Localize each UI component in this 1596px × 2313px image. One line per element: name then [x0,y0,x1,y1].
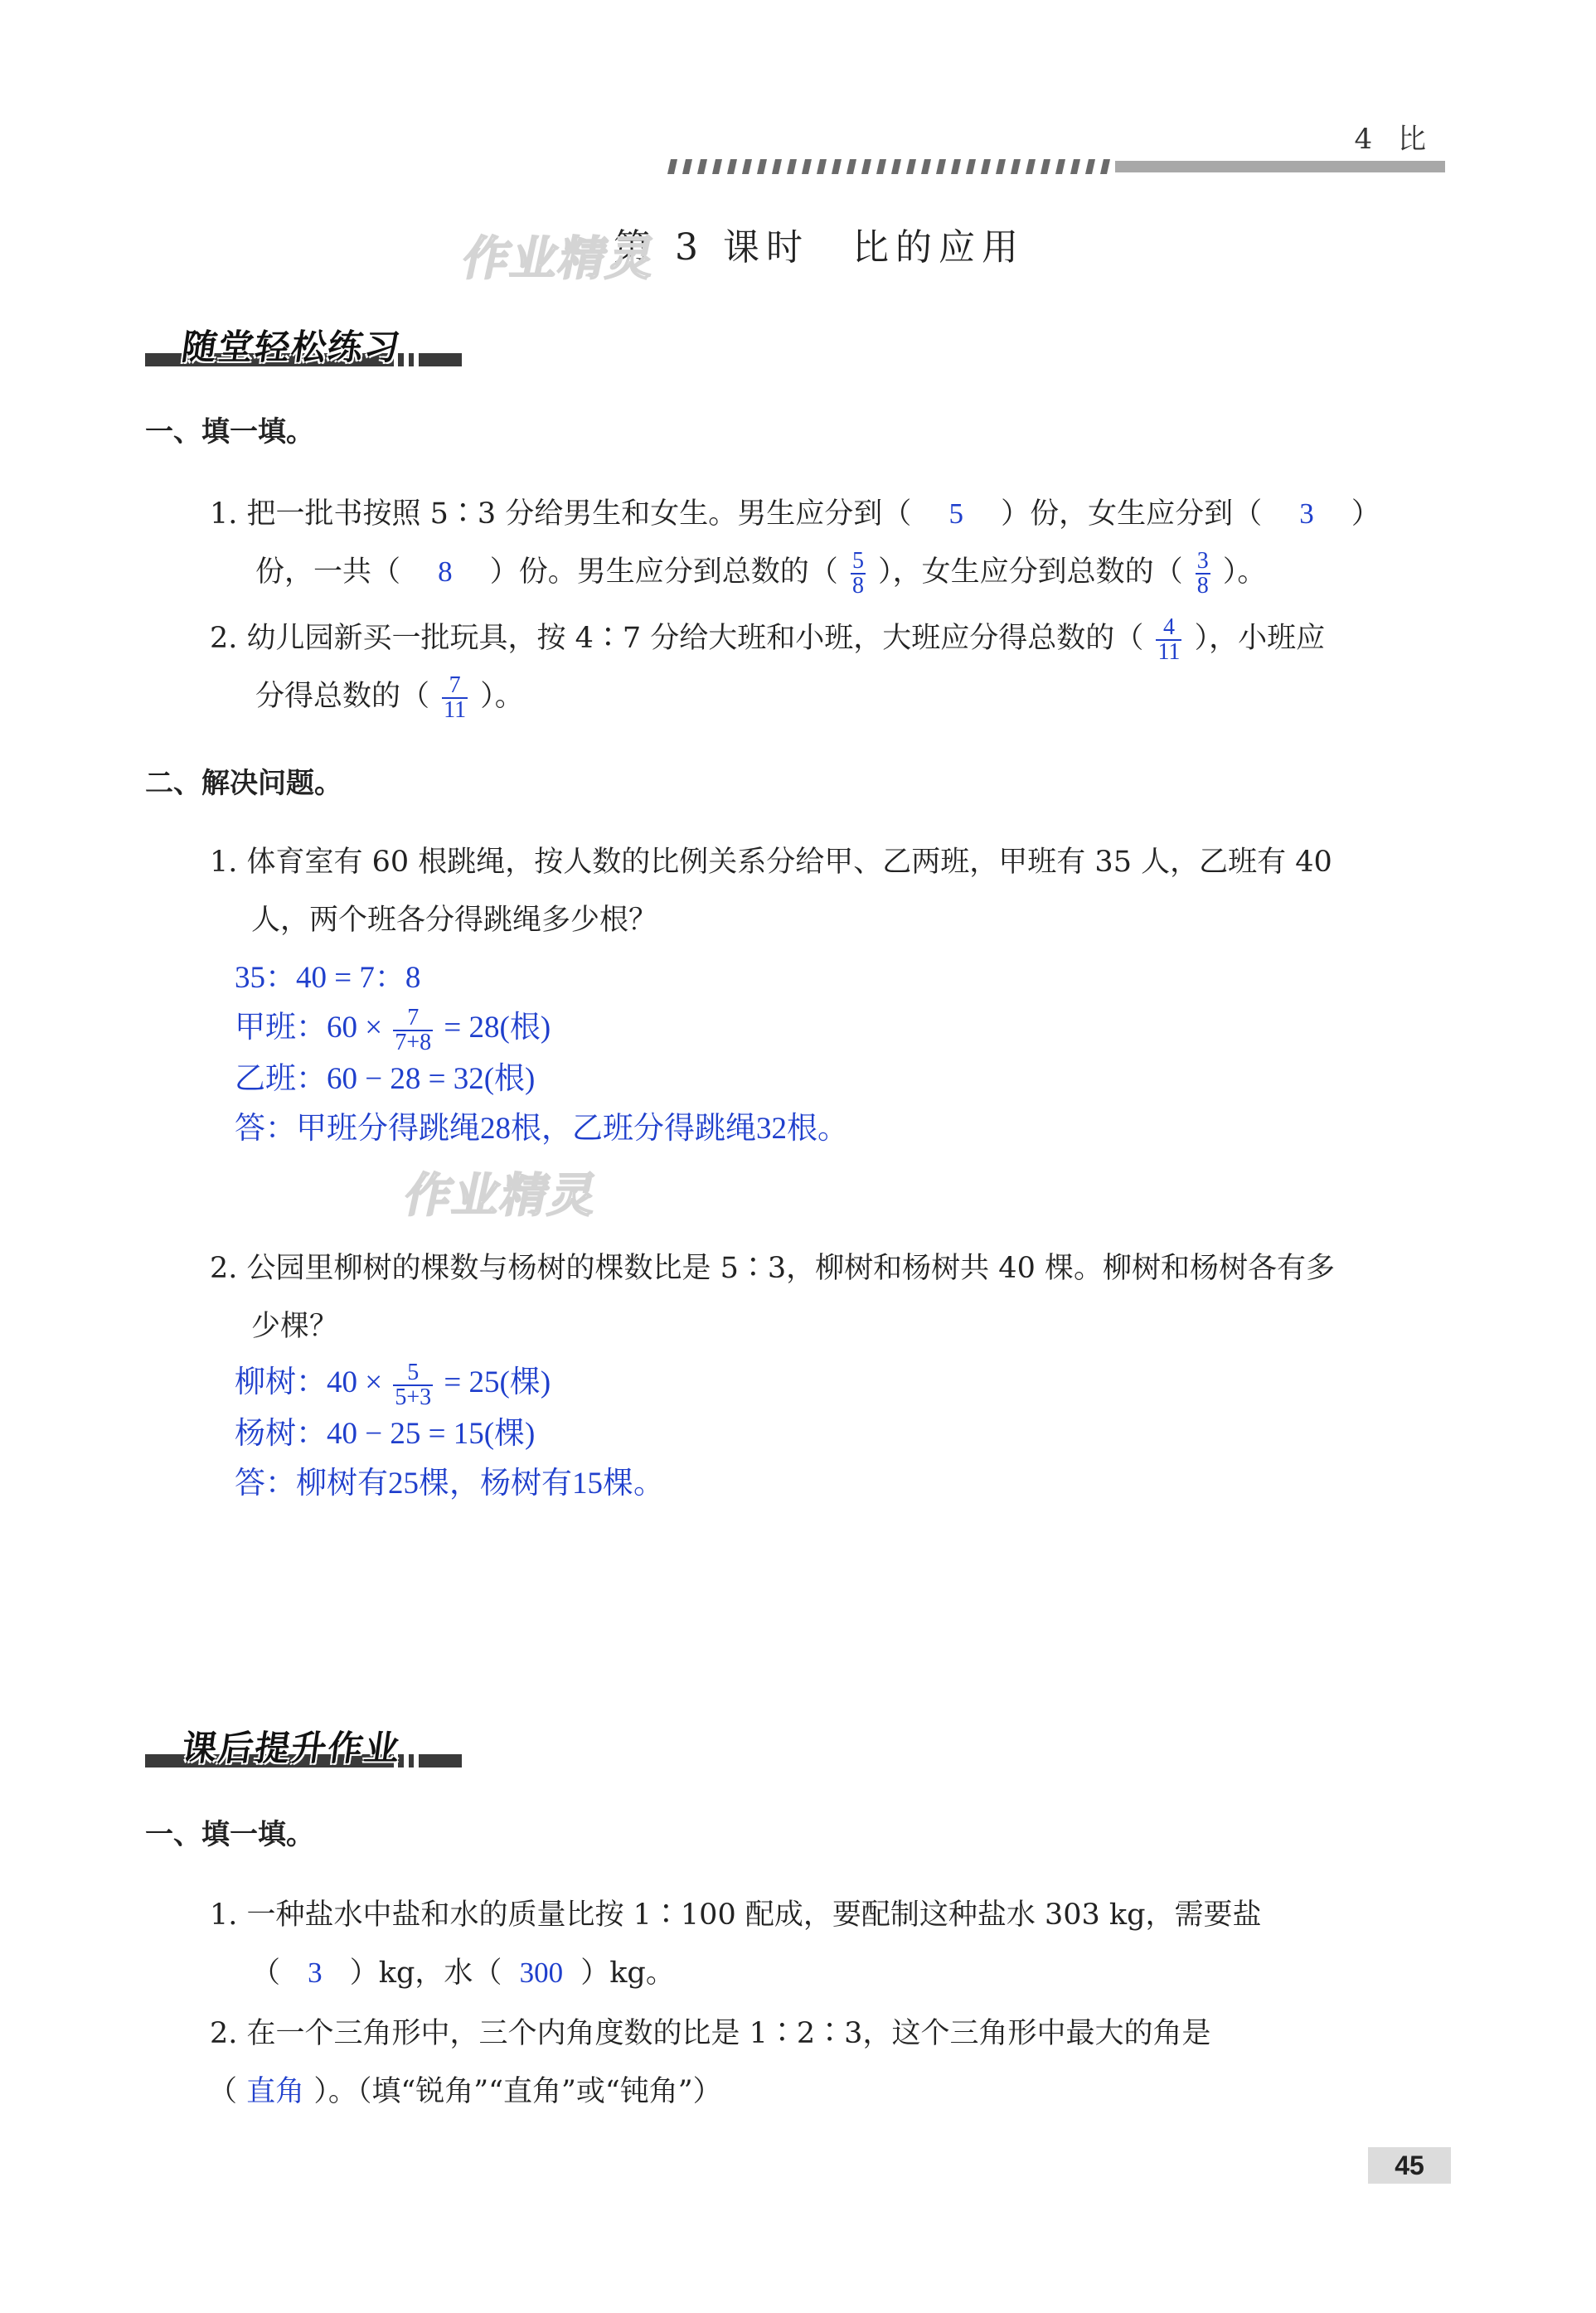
answer-fraction [1196,547,1210,599]
banner-text: 随堂轻松练习 [179,327,405,367]
solution-line: 杨树：40 − 25 = 15(棵) [235,1416,536,1451]
solution-text: 甲班：60 × [235,1011,383,1045]
question-1-2 [210,609,1453,725]
fraction-denominator: 11 [444,696,467,723]
question-2-2 [210,1239,1453,1355]
part-title-solve: 二、解决问题。 [145,767,342,800]
fraction-denominator: 8 [1196,572,1209,599]
solution-line [235,1358,664,1409]
watermark: 作业精灵 [400,1169,604,1223]
question-text: 1. 体育室有 60 根跳绳，按人数的比例关系分给甲、乙两班，甲班有 35 人，乙班有 40 [210,846,1332,879]
question-text: ）份。男生应分到总数的（ [489,555,838,589]
question-text: ），小班应 [1194,622,1326,655]
fraction-denominator: 11 [1157,638,1181,665]
fraction-numerator: 5 [851,547,864,574]
question-text: ），女生应分到总数的（ [878,555,1183,589]
question-text: ）kg。 [580,1957,675,1990]
question-text: ）。 [480,680,524,713]
header-stripe-bar [667,159,1445,174]
question-text: 1. 把一批书按照 5∶3 分给男生和女生。男生应分到（ [210,497,912,531]
fraction-numerator: 7 [449,672,461,698]
question-text: 分得总数的（ [255,680,430,713]
answer-blank: 直角 [246,2075,305,2107]
question-text: 份，一共（ [255,555,401,589]
solution-line: 35：40 = 7：8 [235,961,421,995]
fraction-numerator: 5 [407,1359,420,1385]
question-text: 2. 公园里柳树的棵数与杨树的棵数比是 5∶3，柳树和杨树共 40 棵。柳树和杨树各有多 [210,1252,1335,1285]
solution-text: = 25(棵) [444,1365,551,1399]
watermark: 作业精灵 [458,232,662,286]
answer-fraction [442,674,468,722]
solution-fraction [393,1361,433,1409]
question-line [208,2063,1453,2121]
solution-2-1 [235,953,848,1154]
question-text: ）。 [1222,555,1267,589]
question-text: 2. 在一个三角形中，三个内角度数的比是 1∶2∶3，这个三角形中最大的角是 [210,2017,1211,2050]
part-title-fill: 一、填一填。 [145,415,314,449]
fraction-numerator: 4 [1162,613,1175,640]
lesson-title: 第 3 课时 比的应用 [614,226,1025,269]
question-line [210,1944,1453,2002]
banner-text: 课后提升作业 [179,1728,405,1768]
question-3-1 [210,1886,1453,2002]
question-text: ）份，女生应分到（ [1001,497,1263,531]
question-text: 少棵？ [251,1310,339,1343]
question-text: 1. 一种盐水中盐和水的质量比按 1∶100 配成，要配制这种盐水 303 kg，需要盐 [210,1898,1262,1932]
solution-answer: 答：柳树有25棵，杨树有15棵。 [235,1466,664,1501]
question-text: 2. 幼儿园新买一批玩具，按 4∶7 分给大班和小班，大班应分得总数的（ [210,622,1144,655]
answer-fraction [1156,613,1181,665]
section-banner-homework [145,1723,477,1772]
chapter-label: 4 比 [1354,123,1434,156]
answer-blank: 5 [948,497,963,530]
fraction-denominator: 8 [851,572,864,599]
question-line [210,543,1453,601]
answer-blank: 8 [438,555,453,588]
fraction-numerator: 3 [1196,547,1209,574]
solution-answer: 答：甲班分得跳绳28根，乙班分得跳绳32根。 [235,1111,848,1146]
answer-blank: 300 [519,1957,564,1989]
question-text: ）。（填“锐角”“直角”或“钝角”） [313,2075,722,2108]
fraction-denominator: 5+3 [395,1384,432,1410]
answer-blank: 3 [1299,497,1314,530]
answer-fraction [851,547,866,599]
question-3-2 [210,2005,1453,2121]
question-text: ） [1351,497,1380,531]
solution-line [235,1003,848,1055]
question-text: （ [251,1957,281,1990]
question-text: （ [208,2075,238,2108]
question-2-1 [210,833,1453,949]
question-1-1 [210,485,1453,601]
solution-text: 柳树：40 × [235,1365,383,1399]
question-text: ）kg，水（ [349,1957,502,1990]
question-line [210,667,1453,725]
fraction-numerator: 7 [407,1004,420,1030]
solution-fraction [393,1006,433,1055]
section-banner-practice [145,322,477,371]
answer-blank: 3 [308,1957,323,1989]
fraction-denominator: 7+8 [395,1029,432,1055]
page-number: 45 [1368,2147,1451,2184]
solution-line: 乙班：60 − 28 = 32(根) [235,1061,536,1096]
solution-2-2 [235,1358,664,1509]
part-title-fill-2: 一、填一填。 [145,1818,314,1851]
question-line [210,609,1453,667]
question-text: 人，两个班各分得跳绳多少根？ [251,904,658,937]
solution-text: = 28(根) [444,1011,551,1045]
question-line [210,485,1453,543]
